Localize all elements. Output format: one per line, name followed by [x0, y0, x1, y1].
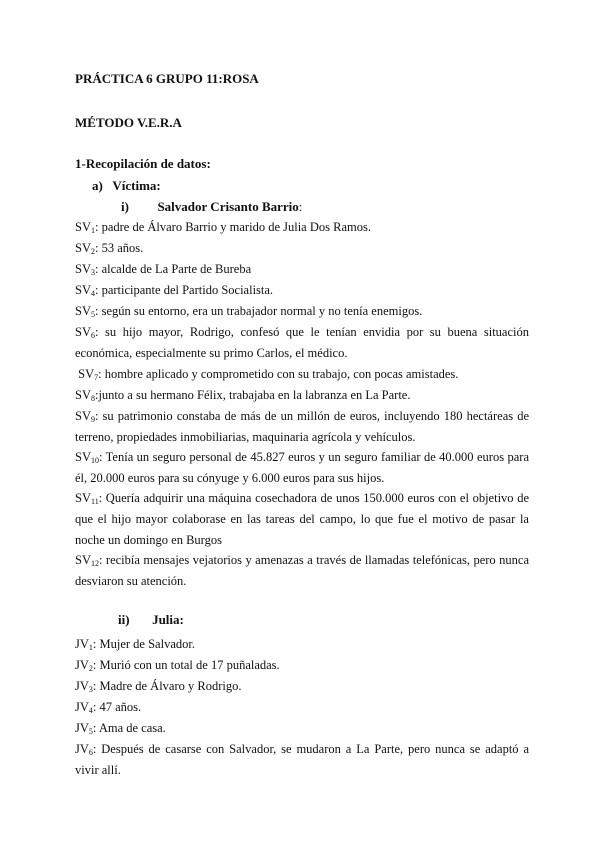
salvador-name: Salvador Crisanto Barrio [157, 199, 299, 214]
victim-heading [92, 178, 161, 194]
victim-label: Víctima: [112, 178, 161, 193]
list-item: $SV_4$: participante del Partido Socialista. [75, 283, 274, 298]
section-heading: 1-Recopilación de datos: [75, 156, 211, 171]
document-title: PRÁCTICA 6 GRUPO 11:ROSA [75, 71, 259, 86]
salvador-heading [121, 199, 302, 215]
list-item: $SV_5$: según su entorno, era un trabajador normal y no tenía enemigos. [75, 304, 423, 319]
victim-marker: a) [92, 178, 103, 193]
list-item: $SV_6$: su hijo mayor, Rodrigo, confesó que le tenían envidia por su buena situación económica, especialmente su primo Carlos, el médico. [75, 325, 529, 360]
list-item: $SV_3$: alcalde de La Parte de Bureba [75, 262, 252, 277]
list-item: $SV_2$: 53 años. [75, 241, 144, 256]
list-item: $SV_9$: su patrimonio constaba de más de un millón de euros, incluyendo 180 hectáreas de terreno, propiedades inmobiliarias, maquinaria agrícola y vehículos. [75, 409, 529, 444]
salvador-marker: i) [121, 199, 129, 214]
list-item: $SV_{11}$: Quería adquirir una máquina cosechadora de unos 150.000 euros con el objetivo de que el hijo mayor colaborase en las tareas del campo, lo que fue el motivo de pasar la noche un domingo en Burgos [75, 491, 529, 547]
julia-heading [118, 612, 184, 628]
list-item: $JV_4$: 47 años. [75, 700, 142, 715]
list-item: $JV_2$: Murió con un total de 17 puñaladas. [75, 658, 280, 673]
list-item: $JV_6$: Después de casarse con Salvador, se mudaron a La Parte, pero nunca se adaptó a vivir allí. [75, 742, 529, 777]
list-item: $SV_{12}$: recibía mensajes vejatorios y amenazas a través de llamadas telefónicas, pero nunca desviaron su atención. [75, 553, 529, 588]
salvador-colon: : [298, 199, 303, 214]
list-item: $SV_7$: hombre aplicado y comprometido con su trabajo, con pocas amistades. [75, 367, 459, 382]
list-item: $SV_{10}$: Tenía un seguro personal de 45.827 euros y un seguro familiar de 40.000 euros para él, 20.000 euros para su cónyuge y 6.000 euros para sus hijos. [75, 450, 529, 485]
method-heading: MÉTODO V.E.R.A [75, 115, 182, 130]
julia-marker: ii) [118, 612, 130, 627]
julia-label: Julia: [152, 612, 184, 627]
list-item: $JV_5$: Ama de casa. [75, 721, 166, 736]
list-item: $JV_3$: Madre de Álvaro y Rodrigo. [75, 679, 242, 694]
list-item: $JV_1$: Mujer de Salvador. [75, 637, 195, 652]
list-item: $SV_1$: padre de Álvaro Barrio y marido de Julia Dos Ramos. [75, 220, 371, 235]
list-item: $SV_8:junto$ a su hermano Félix, trabajaba en la labranza en La Parte. [75, 388, 411, 403]
